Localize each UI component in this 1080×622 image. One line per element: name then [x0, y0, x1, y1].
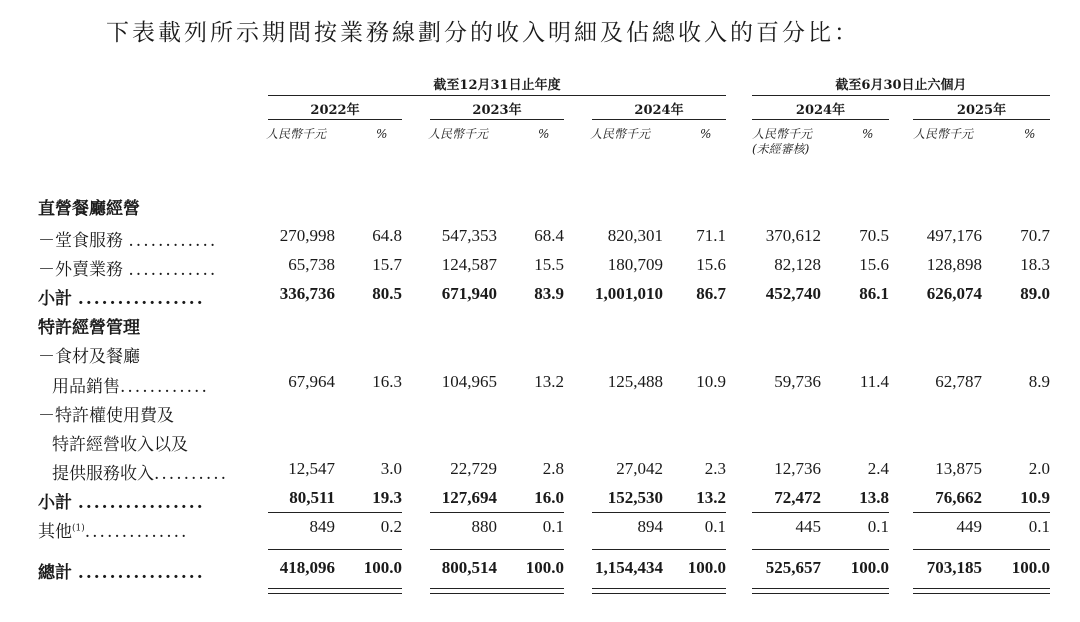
- percent-cell: 13.2: [696, 488, 726, 507]
- amount-cell: 671,940: [441, 284, 497, 303]
- footnote-marker: (1): [72, 523, 85, 534]
- percent-cell: 100.0: [850, 558, 889, 577]
- percent-cell: 18.3: [1020, 255, 1050, 274]
- amount-cell: 894: [637, 517, 663, 536]
- row-label-fee-line2: 特許經營收入以及: [52, 435, 188, 455]
- percent-cell: 0.1: [1028, 517, 1050, 536]
- amount-cell: 270,998: [279, 226, 335, 245]
- amount-cell: 418,096: [279, 558, 335, 577]
- amount-cell: 27,042: [616, 459, 663, 478]
- amount-cell: 497,176: [926, 226, 982, 245]
- total-double-rule: [592, 588, 726, 589]
- amount-cell: 104,965: [441, 372, 497, 391]
- percent-cell: 15.6: [859, 255, 889, 274]
- percent-cell: 0.1: [542, 517, 564, 536]
- percent-cell: 2.0: [1028, 459, 1050, 478]
- group-underline-sixmonth: [752, 95, 1050, 96]
- amount-cell: 22,729: [450, 459, 497, 478]
- percent-cell: 16.3: [372, 372, 402, 391]
- total-double-rule: [913, 593, 1050, 594]
- row-label-fee-line3: 提供服務收入..........: [52, 464, 229, 484]
- percent-cell: 10.9: [696, 372, 726, 391]
- group-header-annual: 截至12月31日止年度: [433, 78, 561, 93]
- year-underline-2024-h1: [752, 119, 889, 120]
- unit-pct: %: [700, 127, 712, 141]
- section-franchise: 特許經營管理: [38, 318, 140, 338]
- percent-cell: 2.8: [542, 459, 564, 478]
- amount-cell: 452,740: [765, 284, 821, 303]
- total-double-rule: [430, 593, 564, 594]
- year-header-2023: 2023年: [472, 103, 522, 118]
- subtotal-rule: [592, 512, 726, 513]
- amount-cell: 336,736: [279, 284, 335, 303]
- percent-cell: 86.1: [859, 284, 889, 303]
- year-underline-2025-h1: [913, 119, 1050, 120]
- total-double-rule: [268, 588, 402, 589]
- amount-cell: 12,547: [288, 459, 335, 478]
- total-double-rule: [430, 588, 564, 589]
- row-label-subtotal-franchise: 小計 ................: [38, 493, 205, 513]
- row-label-dine-in: －堂食服務 ............: [38, 231, 218, 251]
- amount-cell: 703,185: [926, 558, 982, 577]
- unit-pct: %: [376, 127, 388, 141]
- percent-cell: 0.1: [704, 517, 726, 536]
- amount-cell: 76,662: [935, 488, 982, 507]
- year-header-2024-h1: 2024年: [795, 103, 846, 118]
- row-label-food-line1: －食材及餐廳: [38, 347, 140, 367]
- amount-cell: 626,074: [926, 284, 982, 303]
- percent-cell: 86.7: [696, 284, 726, 303]
- percent-cell: 15.5: [534, 255, 564, 274]
- amount-cell: 124,587: [441, 255, 497, 274]
- amount-cell: 820,301: [607, 226, 663, 245]
- amount-cell: 849: [309, 517, 335, 536]
- percent-cell: 80.5: [372, 284, 402, 303]
- percent-cell: 8.9: [1028, 372, 1050, 391]
- amount-cell: 547,353: [441, 226, 497, 245]
- amount-cell: 1,001,010: [595, 284, 663, 303]
- percent-cell: 13.8: [859, 488, 889, 507]
- percent-cell: 100.0: [1011, 558, 1050, 577]
- subtotal-rule: [268, 512, 402, 513]
- amount-cell: 127,694: [441, 488, 497, 507]
- intro-text: 下表載列所示期間按業務線劃分的收入明細及佔總收入的百分比：: [106, 20, 860, 46]
- amount-cell: 65,738: [288, 255, 335, 274]
- percent-cell: 15.6: [696, 255, 726, 274]
- percent-cell: 64.8: [372, 226, 402, 245]
- section-direct: 直營餐廳經營: [38, 199, 140, 219]
- amount-cell: 13,875: [935, 459, 982, 478]
- unit-pct: %: [862, 127, 874, 141]
- percent-cell: 16.0: [534, 488, 564, 507]
- amount-cell: 800,514: [441, 558, 497, 577]
- amount-cell: 445: [795, 517, 821, 536]
- percent-cell: 89.0: [1020, 284, 1050, 303]
- amount-cell: 80,511: [289, 488, 335, 507]
- percent-cell: 15.7: [372, 255, 402, 274]
- percent-cell: 19.3: [372, 488, 402, 507]
- percent-cell: 2.3: [704, 459, 726, 478]
- percent-cell: 100.0: [525, 558, 564, 577]
- amount-cell: 152,530: [607, 488, 663, 507]
- percent-cell: 100.0: [687, 558, 726, 577]
- unit-rmb: 人民幣千元: [266, 127, 327, 141]
- total-double-rule: [752, 593, 889, 594]
- amount-cell: 880: [471, 517, 497, 536]
- amount-cell: 67,964: [288, 372, 335, 391]
- amount-cell: 125,488: [607, 372, 663, 391]
- row-label-total: 總計 ................: [38, 563, 205, 583]
- amount-cell: 370,612: [765, 226, 821, 245]
- amount-cell: 1,154,434: [595, 558, 663, 577]
- percent-cell: 83.9: [534, 284, 564, 303]
- unit-rmb: 人民幣千元: [913, 127, 974, 141]
- row-label-delivery: －外賣業務 ............: [38, 260, 218, 280]
- unit-pct: %: [1024, 127, 1036, 141]
- percent-cell: 0.2: [380, 517, 402, 536]
- unit-rmb: 人民幣千元: [428, 127, 489, 141]
- unaudited-note: (未經審核): [752, 142, 810, 156]
- percent-cell: 10.9: [1020, 488, 1050, 507]
- amount-cell: 12,736: [774, 459, 821, 478]
- subtotal-rule: [913, 512, 1050, 513]
- unit-rmb-unaudited: 人民幣千元: [752, 127, 813, 141]
- amount-cell: 180,709: [607, 255, 663, 274]
- total-double-rule: [913, 588, 1050, 589]
- percent-cell: 70.7: [1020, 226, 1050, 245]
- percent-cell: 13.2: [534, 372, 564, 391]
- row-label-fee-line1: －特許權使用費及: [38, 406, 174, 426]
- subtotal-rule: [430, 512, 564, 513]
- percent-cell: 100.0: [363, 558, 402, 577]
- percent-cell: 2.4: [867, 459, 889, 478]
- percent-cell: 3.0: [380, 459, 402, 478]
- amount-cell: 59,736: [774, 372, 821, 391]
- total-top-rule: [592, 549, 726, 550]
- unit-pct: %: [538, 127, 550, 141]
- group-header-sixmonth: 截至6月30日止六個月: [835, 78, 967, 93]
- year-header-2022: 2022年: [310, 103, 360, 118]
- percent-cell: 11.4: [859, 372, 889, 391]
- percent-cell: 70.5: [859, 226, 889, 245]
- total-top-rule: [430, 549, 564, 550]
- total-top-rule: [913, 549, 1050, 550]
- amount-cell: 525,657: [765, 558, 821, 577]
- total-double-rule: [592, 593, 726, 594]
- row-label-subtotal-direct: 小計 ................: [38, 289, 205, 309]
- amount-cell: 62,787: [935, 372, 982, 391]
- percent-cell: 0.1: [867, 517, 889, 536]
- row-label-other: 其他$^{(1)}$..............: [38, 522, 189, 542]
- percent-cell: 68.4: [534, 226, 564, 245]
- amount-cell: 128,898: [926, 255, 982, 274]
- unit-rmb: 人民幣千元: [590, 127, 651, 141]
- amount-cell: 82,128: [774, 255, 821, 274]
- amount-cell: 449: [956, 517, 982, 536]
- year-underline-2023: [430, 119, 564, 120]
- percent-cell: 71.1: [696, 226, 726, 245]
- year-header-2024: 2024年: [634, 103, 684, 118]
- row-label-food-line2: 用品銷售............: [52, 377, 209, 397]
- subtotal-rule: [752, 512, 889, 513]
- year-underline-2024: [592, 119, 726, 120]
- total-top-rule: [268, 549, 402, 550]
- amount-cell: 72,472: [774, 488, 821, 507]
- year-header-2025-h1: 2025年: [956, 103, 1007, 118]
- total-double-rule: [752, 588, 889, 589]
- total-double-rule: [268, 593, 402, 594]
- total-top-rule: [752, 549, 889, 550]
- year-underline-2022: [268, 119, 402, 120]
- group-underline-annual: [268, 95, 726, 96]
